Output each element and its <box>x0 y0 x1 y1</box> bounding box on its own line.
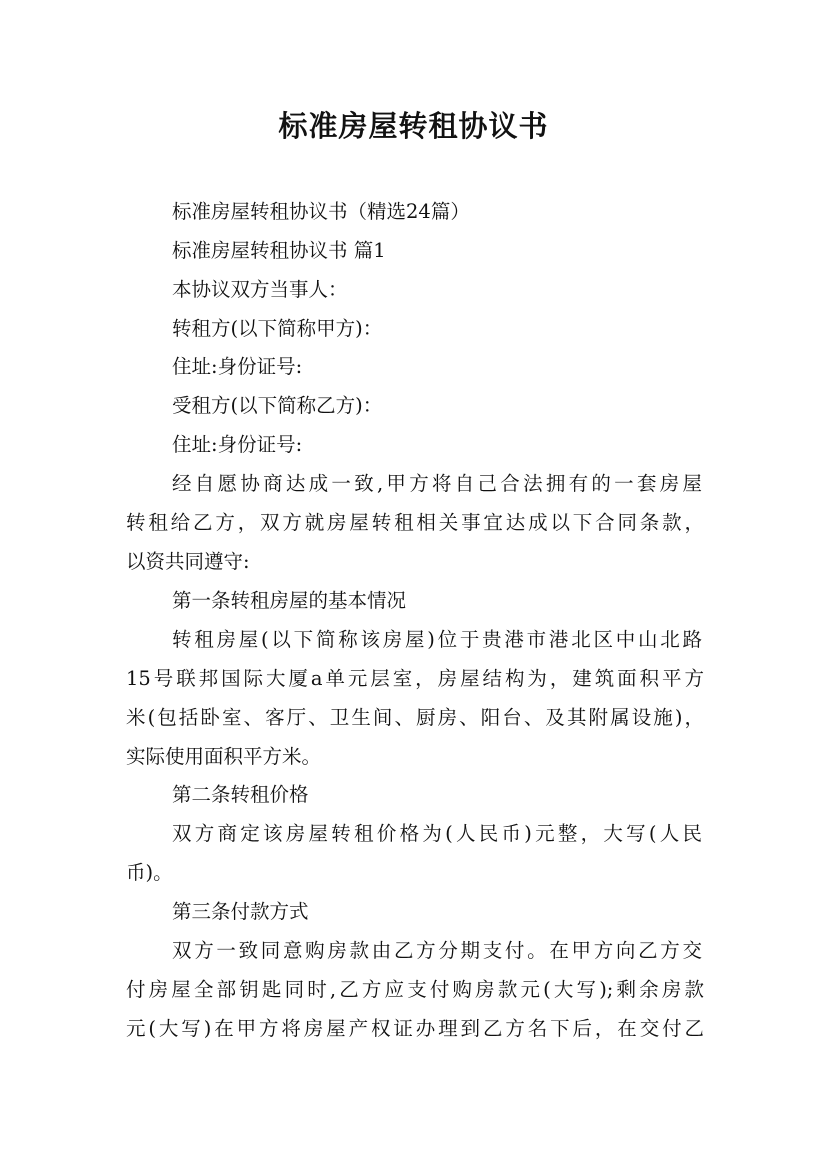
paragraph-line: 以资共同遵守: <box>126 550 250 573</box>
paragraph-line: 双方商定该房屋转租价格为(人民币)元整，大写(人民 <box>172 822 702 845</box>
paragraph-line: 实际使用面积平方米。 <box>126 745 322 768</box>
paragraph-line: 标准房屋转租协议书 篇1 <box>172 239 386 262</box>
section-heading: 第三条付款方式 <box>172 900 309 923</box>
paragraph-line: 转租房屋(以下简称该房屋)位于贵港市港北区中山北路 <box>172 628 702 651</box>
paragraph-line: 本协议双方当事人： <box>172 278 348 301</box>
paragraph-line: 米(包括卧室、客厅、卫生间、厨房、阳台、及其附属设施)， <box>126 706 704 729</box>
paragraph-line: 15号联邦国际大厦a单元层室，房屋结构为，建筑面积平方 <box>126 667 704 690</box>
paragraph-line: 元(大写)在甲方将房屋产权证办理到乙方名下后，在交付乙 <box>126 1017 704 1040</box>
paragraph-line: 币)。 <box>126 861 173 884</box>
document-title: 标准房屋转租协议书 <box>278 109 549 143</box>
paragraph-line: 转租方(以下简称甲方)： <box>172 317 383 340</box>
paragraph-line: 转租给乙方，双方就房屋转租相关事宜达成以下合同条款， <box>126 511 704 534</box>
paragraph-line: 双方一致同意购房款由乙方分期支付。在甲方向乙方交 <box>172 939 702 962</box>
paragraph-line: 住址:身份证号: <box>172 433 303 456</box>
paragraph-line: 标准房屋转租协议书（精选24篇） <box>172 200 470 223</box>
paragraph-line: 住址:身份证号: <box>172 355 303 378</box>
paragraph-line: 受租方(以下简称乙方)： <box>172 394 383 417</box>
paragraph-line: 经自愿协商达成一致,甲方将自己合法拥有的一套房屋 <box>172 472 702 495</box>
section-heading: 第一条转租房屋的基本情况 <box>172 589 407 612</box>
section-heading: 第二条转租价格 <box>172 783 309 806</box>
paragraph-line: 付房屋全部钥匙同时,乙方应支付购房款元(大写);剩余房款 <box>126 978 704 1001</box>
